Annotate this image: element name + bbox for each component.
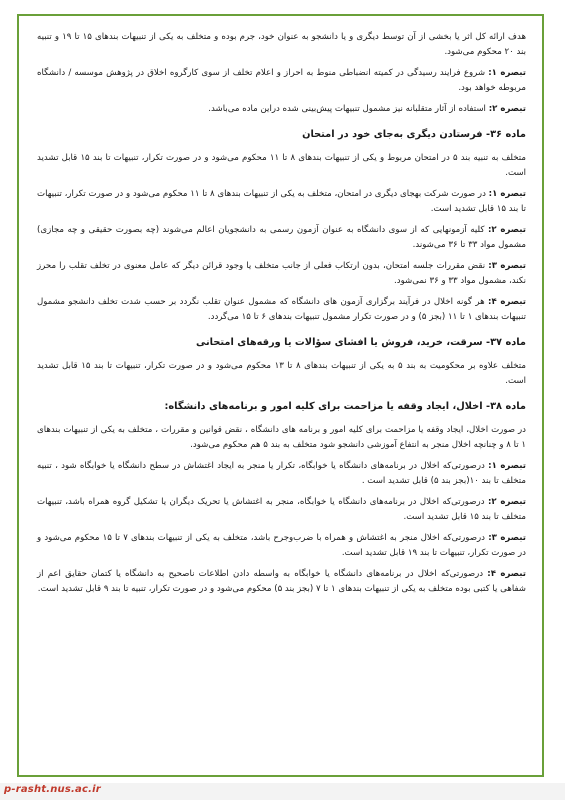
body-paragraph	[37, 30, 526, 60]
paragraph-text: درصورتی‌که اخلال در برنامه‌های دانشگاه یا خوابگاه به واسطه دادن اطلاعات نا‌صحیح به دانشگاه یا کتمان حقایق اعم از شفاهی یا کتبی بوده متخلف به یکی از تنبیهات بندهای ۱ تا ۷ (بجز بند ۵) محکوم می‌شود و در صورت تکرار، تنبیه تا بند ۹ قابل تشدید است.	[37, 569, 526, 594]
note-label: تبصره ۳:	[488, 261, 526, 271]
note-paragraph	[37, 495, 526, 525]
note-label: تبصره ۲:	[487, 225, 526, 235]
section-heading: ماده ۳۸- اخلال، ایجاد وقفه یا مزاحمت برای کلیه امور و برنامه‌های دانشگاه:	[164, 401, 526, 412]
paragraph-text: درصورتی‌که اخلال در برنامه‌های دانشگاه یا خوابگاه، منجر به اغتشاش یا تحریک دیگران یا تشکیل گروه همراه باشد، تنبیهات متخلف تا بند ۱۵ قابل تشدید است.	[37, 497, 526, 522]
paragraph-text: هدف ارائه کل اثر یا بخشی از آن توسط دیگری و یا دانشجو به عنوان خود، جرم بوده و متخلف به یکی از تنبیهات بندهای ۱۵ تا ۱۹ و تنبیه بند ۲۰ محکوم می‌شود.	[37, 32, 526, 57]
paragraph-text: شروع فرایند رسیدگی در کمیته انضباطی منوط به احراز و اعلام تخلف از سوی کارگروه اخلاق در پژوهش موسسه / دانشگاه مربوطه خواهد بود.	[37, 68, 526, 93]
note-paragraph	[37, 187, 526, 217]
page-border	[17, 14, 544, 777]
paragraph-text: درصورتی‌که اخلال در برنامه‌های دانشگاه یا خوابگاه، تکرار یا منجر به ایجاد اغتشاش در سطح دانشگاه یا خوابگاه شود ، تنبیه متخلف تا بند ۱۰(بجز بند ۵) قابل تشدید است .	[37, 461, 526, 486]
paragraph-text: متخلف علاوه بر محکومیت به بند ۵ به یکی از تنبیهات بندهای ۸ تا ۱۳ محکوم می‌شود و در صورت تکرار، تنبیهات تا بند ۱۵ قابل تشدید است.	[37, 361, 526, 386]
note-label: تبصره ۱:	[488, 68, 526, 78]
note-label: تبصره ۳:	[488, 533, 526, 543]
body-paragraph	[37, 151, 526, 181]
note-paragraph	[37, 66, 526, 96]
paragraph-text: هر گونه اخلال در فرآیند برگزاری آزمون های دانشگاه که مشمول عنوان تقلب نگردد بر حسب شدت تخلف دانشجو مشمول تنبیهات بندهای ۱ تا ۱۱ (بجز ۵) و در صورت تکرار مشمول تنبیهات بندهای ۶ تا ۱۵ می‌گردد.	[37, 297, 526, 322]
note-paragraph	[37, 102, 526, 117]
note-paragraph	[37, 223, 526, 253]
section-heading: ماده ۳۷- سرقت، خرید، فروش یا افشای سؤالات یا ورقه‌های امتحانی	[196, 337, 526, 348]
paragraph-text: در صورت اخلال، ایجاد وقفه یا مزاحمت برای کلیه امور و برنامه های دانشگاه ، نقض قوانین و مقررات ، متخلف به یکی از تنبیهات بندهای ۱ تا ۸ و چنانچه اخلال منجر به انتفاع آموزشی دانشجو شود متخلف به بند ۵ هم محکوم می‌شود.	[37, 425, 526, 450]
note-paragraph	[37, 531, 526, 561]
note-label: تبصره ۲:	[488, 104, 526, 114]
note-paragraph	[37, 567, 526, 597]
paragraph-text: درصورتی‌که اخلال منجر به اغتشاش و همراه با ضرب‌وجرح باشد، متخلف به یکی از تنبیهات بندهای ۷ تا ۱۵ محکوم می‌شود و در صورت تکرار، تنبیهات تا بند ۱۹ قابل تشدید است.	[37, 533, 526, 558]
paragraph-text: در صورت شرکت بهجای دیگری در امتحان، متخلف به یکی از تنبیهات بندهای ۸ تا ۱۱ محکوم می‌شود و در صورت تکرار، تنبیهات تا بند ۱۵ قابل تشدید است.	[37, 189, 526, 214]
note-label: تبصره ۲:	[487, 497, 526, 507]
note-label: تبصره ۱:	[488, 461, 526, 471]
paragraph-text: متخلف به تنبیه بند ۵ در امتحان مربوط و یکی از تنبیهات بندهای ۸ تا ۱۱ محکوم می‌شود و در صورت تکرار، تنبیهات تا بند ۱۵ قابل تشدید است.	[37, 153, 527, 178]
site-watermark: p-rasht.nus.ac.ir	[4, 784, 101, 795]
note-paragraph	[37, 459, 526, 489]
paragraph-text: استفاده از آثار متقلبانه نیز مشمول تنبیهات پیش‌بینی شده دراین ماده می‌باشد.	[208, 104, 489, 114]
paragraph-text: نقض مقررات جلسه امتحان، بدون ارتکاب فعلی از جانب متخلف یا وجود قرائن دیگر که عامل معنوی در تخلف تقلب را محرز نکند، مشمول مواد ۳۳ و ۳۶ نمی‌شود.	[37, 261, 526, 286]
note-label: تبصره ۴:	[487, 569, 526, 579]
body-paragraph	[37, 423, 526, 453]
note-paragraph	[37, 259, 526, 289]
document-body	[37, 30, 526, 603]
paragraph-text: کلیه آزمونهایی که از سوی دانشگاه به عنوان آزمون رسمی به دانشجویان اعالم می‌شوند (چه بصورت حقیقی و چه مجازی) مشمول مواد ۳۳ تا ۳۶ می‌شوند.	[37, 225, 526, 250]
note-label: تبصره ۴:	[488, 297, 526, 307]
note-label: تبصره ۱:	[488, 189, 526, 199]
body-paragraph	[37, 359, 526, 389]
section-heading: ماده ۳۶- فرستادن دیگری به‌جای خود در امتحان	[302, 129, 526, 140]
note-paragraph	[37, 295, 526, 325]
